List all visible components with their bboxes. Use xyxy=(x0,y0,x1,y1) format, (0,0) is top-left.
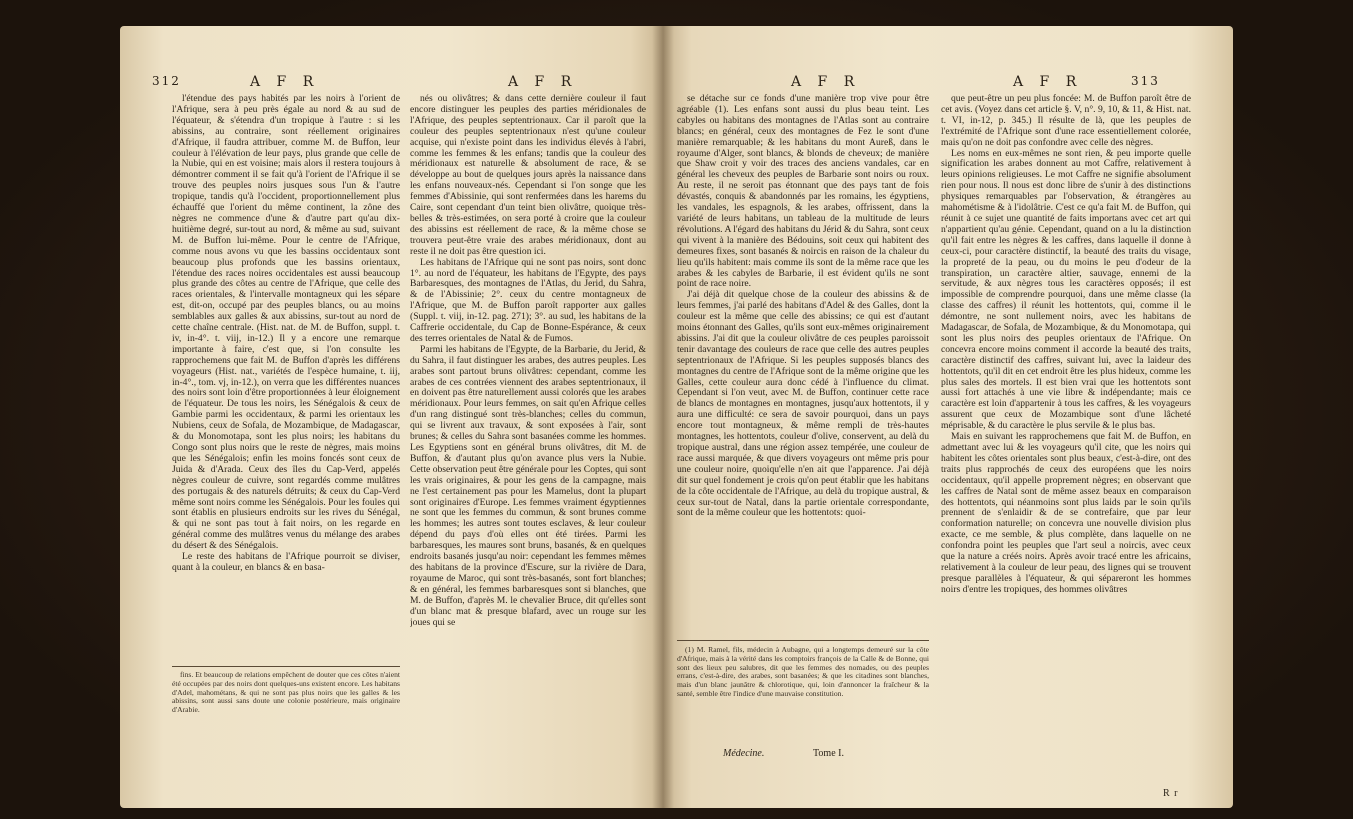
left-header-col1: A F R xyxy=(250,74,320,90)
right-footnote xyxy=(677,646,929,742)
left-col1-paragraph-2: Le reste des habitans de l'Afrique pourroit se diviser, quant à la couleur, en blancs & en basa- xyxy=(172,551,400,573)
left-footnote-text: fins. Et beaucoup de relations empêchent de douter que ces côtes n'aient été occupées par des noirs dont quelques-uns existent encore. Les habitans d'Adel, mahométans, & qui ne sont pas plus noirs que les galles & les abissins, sont aussi sans doute une colonie postérieure, mais originaire d'Arabie. xyxy=(172,671,400,715)
left-footnote xyxy=(172,671,400,761)
signature-section: Médecine. xyxy=(723,748,765,759)
left-col2-paragraph-1: nés ou olivâtres; & dans cette dernière couleur il faut encore distinguer les peuples des parties méridionales de l'Afrique, des peuples septentrionaux. Car il paroît que la couleur des peuples septentrionaux n'est qu'une couleur acquise, qui n'existe point dans les individus élevés à l'abri, comme les femmes & les enfans; tandis que la couleur des méridionaux est naturelle & absolument de race, & se développe au bout de quelques jours après la naissance dans les enfans nouveaux-nés. Cependant si l'on songe que les femmes d'Abissinie, qui sont renfermées dans les harems du Caire, sont cependant d'un teint bien olivâtre, quoique très-belles & très-estimées, on sera porté à croire que la couleur des abissins est réellement de race, & la même chose se trouvera peut-être vraie des arabes méridionaux, dont au reste il ne doit pas être question ici. xyxy=(410,94,646,257)
right-col1-paragraph-2: J'ai déjà dit quelque chose de la couleur des abissins & de leurs femmes, j'ai parlé des habitans d'Adel & des Galles, dont la couleur est la même que celle des abissins; ce qui est d'autant moins étonnant des Galles, qu'ils sont eux-mêmes originairement abissins. J'ai dit que la couleur olivâtre de ces peuples paroissoit tenir davantage des couleurs de race que celle des autres peuples septentrionaux de l'Afrique. Si les peuples supposés blancs des montagnes du centre de l'Afrique sont de la même origine que les Galles, cette couleur aura donc cédé à l'influence du climat. Cependant si l'on veut, avec M. de Buffon, continuer cette race de blancs de montagnes en montagnes, jusqu'aux hottentots, il y aura une difficulté: ce sera de savoir pourquoi, dans un pays encore tout montagneux, & même rempli de très-hautes montagnes, les hottentots, couleur d'olive, conservent, au delà du tropique austral, dans une région assez tempérée, une couleur de race aussi marquée, & que divers voyageurs ont même pris pour une couleur noire, quoiqu'elle n'en ait que l'apparence. J'ai déjà dit sur quel fondement je crois qu'on peut établir que les habitans de la côte occidentale de l'Afrique, au delà du tropique austral, & ceux sur-tout de Natal, dans la partie orientale correspondante, sont de la même couleur que les hottentots: quoi- xyxy=(677,289,929,519)
left-col1-paragraph: l'étendue des pays habités par les noirs à l'orient de l'Afrique, sera à peu près égale au nord & au sud de l'équateur, & s'étendra d'un tropique à l'autre : si les abissins, au contraire, sont réellement originaires d'Afrique, il faudra attribuer, comme M. de Buffon, leur couleur à l'élévation de leur pays, plus grande que celle de la Nubie, qui en est voisine; mais alors il restera toujours à démontrer comment il se fait qu'à l'orient de l'Afrique il se trouve des peuples noirs jusques sous l'un & l'autre tropique, tandis qu'à l'occident, proportionnellement plus échauffé que l'orient du même continent, la zône des nègres ne commence d'une & d'autre part qu'au dix-huitième degré, sur-tout au nord, & même au sud, suivant M. de Buffon lui-même. Pour le centre de l'Afrique, comme nous avons vu que les bassins occidentaux sont beaucoup plus profonds que les bassins orientaux, l'étendue des races noires occidentales est aussi beaucoup plus grande des côtes au centre de l'Afrique, que celle des races orientales, & l'intervalle montagneux qui les sépare est, dit-on, occupé par des peuples blancs, ou au moins semblables aux galles & aux abissins, sur-tout au nord de cette chaîne centrale. (Hist. nat. de M. de Buffon, suppl. t. iv, in-4°. t. viij, in-12.) Il y a encore une remarque importante à faire, c'est que, si l'on consulte les rapprochemens que fait M. de Buffon d'après les différens voyageurs (Hist. nat., variétés de l'espèce humaine, t. iij, in-4°., tom. vj, in-12.), on verra que les différentes nuances des noirs sont loin d'être proportionnées à leur éloignement de l'équateur. De tous les noirs, les Sénégalois & ceux de Gambie parmi les occidentaux, & parmi les orientaux les Nubiens, ceux de Sofala, de Mozambique, de Madagascar, & du Monomotapa, sont les plus noirs; les habitans du Congo sont plus noirs que le reste de nègres, mais moins que les Sénégalois; enfin les moins foncés sont ceux de Juida & d'Arada. Ceux des îles du Cap-Verd, appelés nègres couleur de cuivre, sont regardés comme mulâtres des portugais & des naturels détruits; & ceux du Cap-Verd même sont noirs comme les Sénégalois. Pour les foules qui sont établis en plusieurs endroits sur les rives du Sénégal, & qui ne sont pas tout à fait noirs, on les regarde en général comme des mulâtres venus du mélange des arabes du désert & des Sénégalois. xyxy=(172,94,400,552)
left-col2-paragraph-3: Parmi les habitans de l'Egypte, de la Barbarie, du Jerid, & du Sahra, il faut distinguer les arabes, des autres peuples. Les arabes sont partout bruns olivâtres: cependant, comme les arabes de ces contrées viennent des arabes septentrionaux, il en doivent pas être naturellement aussi colorés que les arabes méridionaux. Pour leurs femmes, on sait qu'en Afrique celles d'un rang distingué sont très-blanches; celles du commun, qui se livrent aux travaux, & sont exposées à l'air, sont brunes; & celles du Sahra sont basanées comme les hommes. Les Egyptiens sont en général bruns olivâtres, dit M. de Buffon, & d'autant plus qu'on avance plus vers la Nubie. Cette observation peut être générale pour les Coptes, qui sont les vrais originaires, & pour les gens de la campagne, mais ne l'est certainement pas pour les Mamelus, dont la plupart sont originaires d'Europe. Les femmes vraiment égyptiennes ne sont que les femmes du commun, & sont brunes comme les hommes; les autres sont toutes esclaves, & leur couleur dépend du pays d'où elles ont été tirées. Parmi les barbaresques, les maures sont bruns, basanés, & en quelques endroits basanés jusqu'au noir: cependant les femmes mêmes des habitans de la province d'Escure, sur la rivière de Dara, royaume de Maroc, qui sont très-basanés, sont fort blanches; & en général, les femmes barbaresques sont si blanches, que M. de Buffon, d'après M. le chevalier Bruce, dit qu'elles sont d'un blanc mat & presque blafard, avec un rouge sur les joues qui se xyxy=(410,343,646,628)
right-header-col2: A F R xyxy=(1013,74,1083,90)
left-column-1 xyxy=(172,94,400,652)
left-col2-paragraph-2: Les habitans de l'Afrique qui ne sont pas noirs, sont donc 1°. au nord de l'équateur, les habitans de l'Egypte, des pays Barbaresques, des montagnes de l'Atlas, du Jerid, du Sahra, & de l'Abissinie; 2°. ceux du centre montagneux de l'Afrique, que M. de Buffon paroît rapporter aux galles (Suppl. t. viij, in-12. pag. 271); 3°. au sud, les habitans de la Caffrerie occidentale, du Cap de Bonne-Espérance, & ceux des terres orientales de Natal & de Fumos. xyxy=(410,256,646,344)
right-footnote-rule xyxy=(677,640,929,641)
left-page-number: 312 xyxy=(152,74,181,88)
right-footnote-text: (1) M. Ramel, fils, médecin à Aubagne, qui a longtemps demeuré sur la côte d'Afrique, mais à la vérité dans les comptoirs françois de la Calle & de Bonne, qui sont des lieux peu salubres, dit que les femmes des nomades, ou des peuples errans, c'est-à-dire, des arabes, sont basanées; & que les citadines sont blanches, mais d'un blanc jaunâtre & chlorotique, qui, loin d'annoncer la fraîcheur & la santé, semble être l'indice d'une mauvaise constitution. xyxy=(677,646,929,698)
signature-mark: R r xyxy=(1163,788,1179,799)
right-col2-paragraph-1: que peut-être un peu plus foncée: M. de Buffon paroît être de cet avis. (Voyez dans cet article §. V, n°. 9, 10, & 11, & Hist. nat. t. VI, in-12, p. 345.) Il résulte de là, que les peuples de l'extrémité de l'Afrique sont d'une race essentiellement colorée, mais qu'on ne doit pas confondre avec celle des nègres. xyxy=(941,94,1191,148)
right-col1-paragraph-1: se détache sur ce fonds d'une manière trop vive pour être agréable (1). Les enfans sont aussi du plus beau teint. Les cabyles ou habitans des montagnes de l'Atlas sont au contraire blancs; en général, ceux des montagnes de Fez le sont d'une manière remarquable; & les habitans du mont Aureß, dans le royaume d'Alger, sont blancs, & blonds de cheveux; de manière que Shaw croit y voir des traces des anciens vandales, car en général les cheveux des peuples de Barbarie sont noirs ou roux. Au reste, il ne seroit pas étonnant que des pays tant de fois dévastés, conquis & abandonnés par les romains, les égyptiens, les vandales, les espagnols, & les arabes, offrissent, dans la variété de leurs habitans, un tableau de la multitude de leurs révolutions. A l'égard des habitans du Jérid & du Sahra, sont ceux qui vivent à la manière des Bédouins, soit ceux qui habitent des demeures fixes, sont basanés & noircis en raison de la chaleur du lieu qu'ils habitent: mais comme ils sont de la même race que les arabes & les cabyles de Barbarie, il est évident qu'ils ne sont point de race noire. xyxy=(677,94,929,290)
signature-volume: Tome I. xyxy=(813,748,844,759)
left-page xyxy=(120,26,663,808)
right-page-number: 313 xyxy=(1131,74,1160,88)
right-page xyxy=(663,26,1233,808)
right-col2-paragraph-2: Les noms en eux-mêmes ne sont rien, & peu importe quelle signification les arabes donnent au mot Caffre, relativement à leurs opinions religieuses. Le mot Caffre ne signifie absolument rien pour nous. Il nous est donc libre de s'unir à des distinctions physiques remarquables par l'observation, & étrangères au mahométisme & à l'idolâtrie. C'est ce qu'a fait M. de Buffon, qui réunit à ce sujet une quantité de faits importans avec cet art qui n'appartient qu'au génie. Cependant, quand on a lu la distinction qu'il fait entre les nègres & les caffres, dans laquelle il donne à ceux-ci, pour caractère distinctif, la beauté des traits du visage, la propreté de la peau, ou du moins le peu d'odeur de la transpiration, un caractère altier, sauvage, ennemi de la servitude, & aux nègres tous les caractères opposés; il est impossible de comprendre pourquoi, dans une même classe (la classe des caffres) il réunit les hottentots, qui, comme il le démontre, ne sont nullement noirs, avec les habitans de Madagascar, de Sofala, de Mozambique, & du Monomotapa, qui sont les plus noirs des peuples orientaux de l'Afrique. On concevra encore moins comment il accorde la beauté des traits, caractère distinctif des caffres, suivant lui, avec la laideur des hottentots, qu'il dit en cet endroit être les plus hideux, comme les plus sales des mortels. Il est bien vrai que les hottentots sont aussi fort attachés à une vie libre & indépendante; mais ce caractère est loin d'appartenir à tous les caffres, & les voyageurs assurent que ceux de Mozambique sont d'une lâcheté méprisable, & du caractère le plus servile & le plus bas. xyxy=(941,147,1191,432)
left-column-2 xyxy=(410,94,646,794)
right-column-1 xyxy=(677,94,929,634)
left-footnote-rule xyxy=(172,666,400,667)
left-header-col2: A F R xyxy=(508,74,578,90)
right-col2-paragraph-3: Mais en suivant les rapprochemens que fait M. de Buffon, en admettant avec lui & les voyageurs qu'il cite, que les noirs qui habitent les côtes orientales sont plus beaux, c'est-à-dire, ont des traits plus rapprochés de ceux des européens que les noirs occidentaux, qu'il appelle proprement nègres; en observant que les caffres de Natal sont de même assez beaux en comparaison des hottentots, qui néanmoins sont plus laids par le soin qu'ils prennent de s'enlaidir & de se contrefaire, que par leur conformation naturelle; on concevra une nouvelle division plus exacte, ce me semble, & plus complète, dans laquelle on ne confondra point les peuples que l'art seul a noircis, avec ceux que la nature a créés noirs. Après avoir tracé entre les africains, relativement à la couleur de leur peau, des lignes qui se trouvent presque parallèles à l'équateur, & qui sépareront les hommes noirs d'entre les tropiques, des hommes olivâtres xyxy=(941,431,1191,595)
book-gutter xyxy=(652,26,674,808)
right-column-2 xyxy=(941,94,1191,784)
right-header-col1: A F R xyxy=(791,74,861,90)
